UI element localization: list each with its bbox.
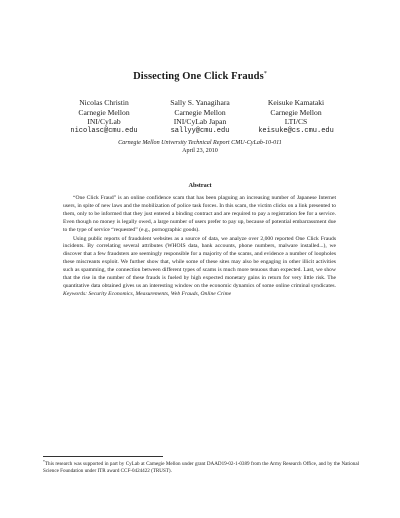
paper-title [0,71,400,82]
author-email: keisuke@cs.cmu.edu [258,126,334,135]
title-footnote-mark: * [263,71,267,77]
title-text: Dissecting One Click Frauds [133,71,264,82]
abstract-paragraph-text: Using public reports of fraudulent websites as a source of data, we analyze over 2,000 reported One Click Frauds incidents. By correlating several attributes (WHOIS data, bank accounts, phone numbers, malware installed...), we discover that a few fraudsters are seemingly responsible for a majority of the scams, and evidence a number of loopholes these miscreants exploit. We further show that, while some of these sites may also be engaging in other illicit activities such as spamming, the connection between different types of scams is much more tenuous than expected. Last, we show that the rise in the number of these frauds is fueled by high expected monetary gains in return for very little risk. The quantitative data obtained gives us an interesting window on the economic dynamics of some online criminal syndicates. [63,235,336,289]
author-email: sallyy@cmu.edu [170,126,230,135]
report-date: April 23, 2010 [182,148,218,154]
author-affiliation: Carnegie Mellon [270,107,322,117]
technical-report-line: Carnegie Mellon University Technical Report CMU-CyLab-10-011 [118,140,282,146]
footnote-text: This research was supported in part by CyLab at Carnegie Mellon under grant DAAD19-02-1-0389 from the Army Research Office, and by the National Science Foundation under ITR award CCF-0424422 (TRUST). [43,461,359,474]
author-3 [236,98,356,136]
author-affiliation: LTI/CS [284,117,308,127]
author-name: Nicolas Christin [79,98,129,107]
keywords-label: Keywords: [63,290,88,297]
author-affiliation: Carnegie Mellon [78,107,130,117]
abstract-paragraph [63,236,336,299]
abstract-heading: Abstract [188,182,212,189]
author-affiliation: INI/CyLab Japan [173,117,227,127]
author-block [0,98,400,138]
author-name: Keisuke Kamataki [267,98,325,107]
footnote-divider [43,456,163,457]
footnote-mark: * [43,460,45,464]
author-name: Sally S. Yanagihara [170,98,230,107]
author-email: nicolasc@cmu.edu [70,126,138,135]
abstract-body [63,195,336,299]
author-affiliation: Carnegie Mellon [174,107,226,117]
footnote [43,459,359,475]
keywords-list: Security Economics, Measurements, Web Frauds, Online Crime [88,290,232,297]
author-affiliation: INI/CyLab [87,117,121,127]
abstract-paragraph: “One Click Fraud” is an online confidence scam that has been plaguing an increasing number of Japanese Internet users, in spite of new laws and the mobilization of police task forces. In this scam, the victim clicks on a link presented to them, only to be informed that they just entered a binding contract and are required to pay a registration fee for a service. Even though no money is legally owed, a large number of users prefer to pay up, because of potential embarrassment due to the type of service “requested” (e.g., pornographic goods). [63,195,336,233]
